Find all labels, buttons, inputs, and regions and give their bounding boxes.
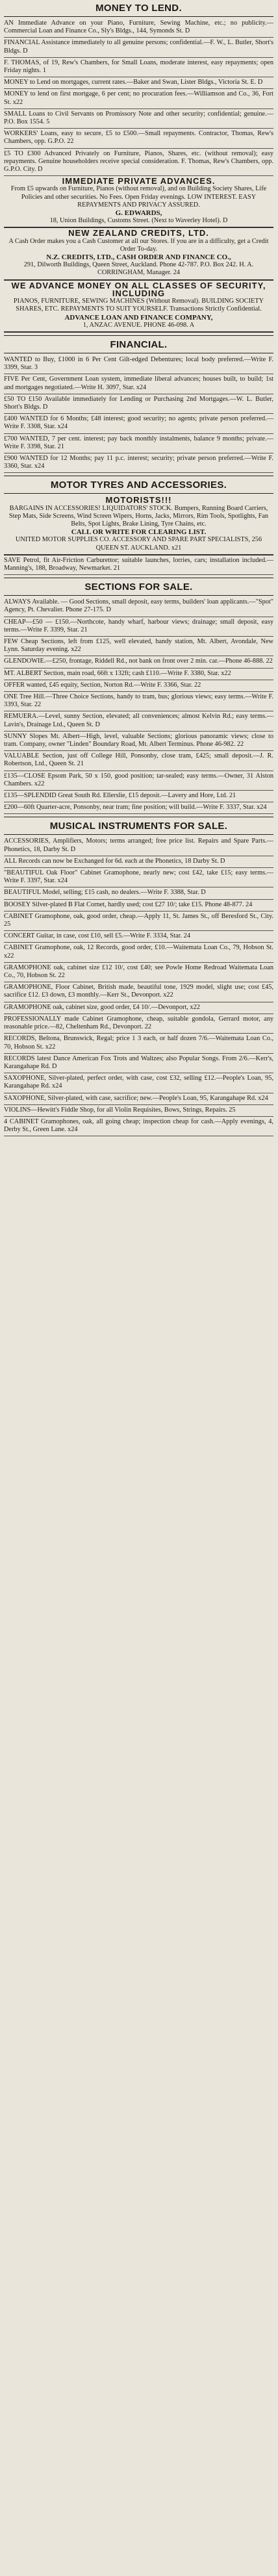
- block-ad-advertiser: N.Z. CREDITS, LTD., CASH ORDER AND FINANCE CO.,: [46, 253, 231, 262]
- classified-ad: CABINET Gramophone, oak, 12 Records, good order, £10.—Waitemata Loan Co., 79, Hobson St. x22: [4, 943, 273, 962]
- block-ad-headline: NEW ZEALAND CREDITS, LTD.: [68, 228, 209, 238]
- classified-block-ad: [4, 281, 273, 333]
- classified-ad: FEW Cheap Sections, left from £125, well elevated, handy station, Mt. Albert, Avondale, New Lynn. Saturday evening. x22: [4, 637, 273, 656]
- classified-ad: £900 WANTED for 12 Months; pay 11 p.c. interest; security; private person preferred.—Write F. 3360, Star. x24: [4, 453, 273, 473]
- classified-ad: F. THOMAS, of 19, Rew's Chambers, for Small Loans, moderate interest, easy repayments; open Friday nights. 1: [4, 58, 273, 77]
- classified-block-ad: [4, 228, 273, 280]
- classified-ad: SUNNY Slopes Mt. Albert—High, level, valuable Sections; glorious panoramic views; close to tram. Company, owner "Linden" Boundary Road, Mt. Albert Terminus. Phone 46-982. 22: [4, 732, 273, 751]
- block-ad-advertiser: G. EDWARDS,: [115, 209, 162, 218]
- classified-ad: VIOLINS—Hewitt's Fiddle Shop, for all Violin Requisites, Bows, Strings, Repairs. 25: [4, 1105, 273, 1117]
- classified-ad: WANTED to Buy, £1000 in 6 Per Cent Gilt-edged Debentures; local body preferred.—Write F. 3399, Star. 3: [4, 355, 273, 374]
- block-ad-headline: WE ADVANCE MONEY ON ALL CLASSES OF SECURITY, INCLUDING: [11, 280, 266, 298]
- block-ad-body: BARGAINS IN ACCESSORIES! LIQUIDATORS' STOCK. Bumpers, Running Board Carriers, Step Mats, Side Screens, Wind Screen Wipers, Horns, Jacks, Mirrors, Rim Tools, Spotlights, Fan Belts, Spot Lights, Brake Lining, Tyre Chains, etc.: [8, 504, 269, 528]
- classified-ad: GRAMOPHONE, Floor Cabinet, British made, beautiful tone, 1929 model, slight use; cost £45, sacrifice £12. £3 down, £3 monthly.—Kerr St., Devonport. x22: [4, 982, 273, 1002]
- classified-ad: ALWAYS Available. — Good Sections, small deposit, easy terms, builders' loan applicants.—"Spot" Agency, Pt. Chevalier. Phone 27-175. D: [4, 597, 273, 617]
- block-ad-body: A Cash Order makes you a Cash Customer at all our Stores. If you are in a difficulty, get a Credit Order To-day.: [8, 237, 269, 253]
- classified-ad: MONEY to lend on first mortgage, 6 per cent; no procuration fees.—Williamson and Co., 36, Fort St. x22: [4, 89, 273, 108]
- classified-ad: CHEAP—£50 — £150.—Northcote, handy wharf, harbour views; drainage; small deposit, easy terms.—Write F. 3399, Star. 21: [4, 617, 273, 637]
- classified-ad: ONE Tree Hill.—Three Choice Sections, handy to tram, bus; glorious views; easy terms.—Write F. 3393, Star. 22: [4, 692, 273, 711]
- block-ad-advertiser: CALL OR WRITE FOR CLEARING LIST.: [71, 528, 207, 537]
- block-ad-advertiser: ADVANCE LOAN AND FINANCE COMPANY,: [64, 313, 213, 322]
- block-ad-address: 18, Union Buildings, Customs Street. (Next to Waverley Hotel). D: [49, 217, 228, 225]
- classified-ad: £5 TO £300 Advanced Privately on Furniture, Pianos, Shares, etc. (without removal); easy repayments. Genuine householders receive special consideration. F. Thomas, Rew's Chambers, opp. G.P.O. City. D: [4, 149, 273, 177]
- classified-ad: £200—60ft Quarter-acre, Ponsonby, near tram; fine position; will build.—Write F. 3337, Star. x24: [4, 802, 273, 814]
- classified-ad: 4 CABINET Gramophones, oak, all going cheap; inspection cheap for cash.—Apply evenings, 4, Derby St., Green Lane. x24: [4, 1117, 273, 1136]
- classified-ad: VALUABLE Section, just off College Hill, Ponsonby, close tram, £425; small deposit.—J. R. Robertson, Ltd., Queen St. 21: [4, 751, 273, 771]
- block-ad-address: UNITED MOTOR SUPPLIES CO. ACCESSORY AND SPARE PART SPECIALISTS, 256 QUEEN ST. AUCKLAND. x21: [15, 536, 262, 552]
- classified-ad: £400 WANTED for 6 Months; £48 interest; good security; no agents; private person preferred.—Write F. 3308, Star. x24: [4, 414, 273, 433]
- classified-ad: SMALL Loans to Civil Servants on Promissory Note and other security; confidential; genuine.—P.O. Box 1554. 5: [4, 109, 273, 129]
- classified-ad: GRAMOPHONE oak, cabinet size £12 10/, cost £40; see Powle Home Redroad Waitemata Loan Co., 70, Hobson St. 22: [4, 963, 273, 982]
- classified-ad: SAVE Petrol, fit Air-Friction Carburettor; suitable launches, lorries, cars; installation included.—Manning's, 188, Broadway, Newmarket. 21: [4, 555, 273, 575]
- classified-ad: £700 WANTED, 7 per cent. interest; pay back monthly instalments, balance 9 months; private.—Write F. 3398, Star. 21: [4, 434, 273, 453]
- classified-ad: £135—CLOSE Epsom Park, 50 x 150, good position; tar-sealed; easy terms.—Owner, 31 Alston Chambers. x22: [4, 771, 273, 791]
- section-heading: MUSICAL INSTRUMENTS FOR SALE.: [4, 817, 273, 835]
- classified-ad: FIVE Per Cent, Government Loan system, immediate liberal advances; houses built, to build; 1st and mortgages negotiated.—Write H. 3097, Star. x24: [4, 374, 273, 394]
- classified-ad: £50 TO £150 Available immediately for Lending or Purchasing 2nd Mortgages.—W. L. Butler, Short's Bldgs. D: [4, 394, 273, 414]
- classified-ad: MONEY to Lend on mortgages, current rates.—Baker and Swan, Lister Bldgs., Victoria St. E. D: [4, 77, 273, 89]
- classified-ad: OFFER wanted, £45 equity, Section, Norton Rd.—Write F. 3366, Star. 22: [4, 680, 273, 692]
- block-ad-body: PIANOS, FURNITURE, SEWING MACHINES (Without Removal). BUILDING SOCIETY SHARES, ETC. REPAYMENTS TO SUIT YOURSELF. Transactions Strictly Confidential.: [13, 298, 264, 313]
- classified-ad: RECORDS, Beltona, Brunswick, Regal; price 1 3 each, or half dozen 7/6.—Waitemata Loan Co., 70, Hobson St. x22: [4, 1034, 273, 1053]
- classified-ad: GLENDOWIE.—£250, frontage, Riddell Rd., not bank on front over 2 min. car.—Phone 46-888. 22: [4, 656, 273, 668]
- classified-ad: CABINET Gramophone, oak, good order, cheap.—Apply 11, St. James St., off Beresford St., City. 25: [4, 912, 273, 931]
- classified-ad: ACCESSORIES, Amplifiers, Motors; terms arranged; free price list. Repairs and Spare Parts.—Phonetics, 18, Darby St. D: [4, 836, 273, 856]
- classified-ad: FINANCIAL Assistance immediately to all genuine persons; confidential.—F. W., L. Butler, Short's Bldgs. D: [4, 38, 273, 57]
- classified-block-ad: [4, 176, 273, 228]
- classified-ad: SAXOPHONE, Silver-plated, with case, sacrifice; new.—People's Loan, 95, Karangahape Rd. x24: [4, 1093, 273, 1105]
- block-ad-headline: IMMEDIATE PRIVATE ADVANCES.: [62, 176, 216, 186]
- classified-ad: GRAMOPHONE oak, cabinet size, good order, £4 10/.—Devonport, x22: [4, 1002, 273, 1014]
- block-ad-body: From £5 upwards on Furniture, Pianos (without removal), and on Building Society Shares, Life Policies and other securities. No Fees. Open Friday evenings. LOW INTEREST. EASY REPAYMENTS AND PRIVACY ASSURED.: [10, 185, 267, 209]
- section-heading: MOTOR TYRES AND ACCESSORIES.: [4, 476, 273, 494]
- classified-ad: SAXOPHONE, Silver-plated, perfect order, with case, cost £32, selling £12.—People's Loan, 95, Karangahape Rd. x24: [4, 1073, 273, 1093]
- section-heading: FINANCIAL.: [4, 335, 273, 353]
- classified-ad: ALL Records can now be Exchanged for 6d. each at the Phonetics, 18 Darby St. D: [4, 856, 273, 868]
- classified-ad: BEAUTIFUL Model, selling; £15 cash, no dealers.—Write F. 3388, Star. D: [4, 887, 273, 899]
- classified-ad: WORKERS' Loans, easy to secure, £5 to £500.—Small repayments. Contractor, Thomas, Rew's Chambers, opp. G.P.O. 22: [4, 129, 273, 148]
- block-ad-address: 1, ANZAC AVENUE. PHONE 46-098. A: [82, 321, 195, 329]
- classified-ad: RECORDS latest Dance American Fox Trots and Waltzes; also Popular Songs. From 2/6.—Kerr's, Karangahape Rd. D: [4, 1054, 273, 1073]
- classified-ad: AN Immediate Advance on your Piano, Furniture, Sewing Machine, etc.; no publicity.—Commercial Loan and Finance Co., Sly's Bldgs., 144, Symonds St. D: [4, 18, 273, 38]
- classified-ad: BOOSEY Silver-plated B Flat Cornet, hardly used; cost £27 10/; take £15. Phone 48-877. 24: [4, 900, 273, 912]
- section-heading: MONEY TO LEND.: [4, 2, 273, 17]
- classified-block-ad: [4, 495, 273, 555]
- classified-ad: REMUERA.—Level, sunny Section, elevated; all conveniences; almost Kelvin Rd.; easy terms.—Lavin's, Drainage Ltd., Queen St. D: [4, 711, 273, 731]
- classified-ad: CONCERT Guitar, in case, cost £10, sell £5.—Write F. 3334, Star. 24: [4, 931, 273, 943]
- block-ad-address: 291, Dilworth Buildings, Queen Street, Auckland. Phone 42-787. P.O. Box 242. H. A. CORRINGHAM, Manager. 24: [23, 261, 254, 277]
- classified-ad: PROFESSIONALLY made Cabinet Gramophone, cheap, suitable gondola, Gerrard motor, any reasonable price.—82, Cheltenham Rd., Devonport. 22: [4, 1014, 273, 1034]
- block-ad-headline: MOTORISTS!!!: [105, 495, 172, 505]
- classified-ad: MT. ALBERT Section, main road, 66ft x 132ft; cash £110.—Write F. 3380, Star. x22: [4, 669, 273, 680]
- classified-ad: £135—SPLENDID Great South Rd. Ellerslie, £15 deposit.—Lavery and Hore, Ltd. 21: [4, 791, 273, 802]
- classified-ad: "BEAUTIFUL Oak Floor" Cabinet Gramophone, nearly new; cost £42, take £15; easy terms.—Write F. 3397, Star. x24: [4, 868, 273, 887]
- section-heading: SECTIONS FOR SALE.: [4, 578, 273, 596]
